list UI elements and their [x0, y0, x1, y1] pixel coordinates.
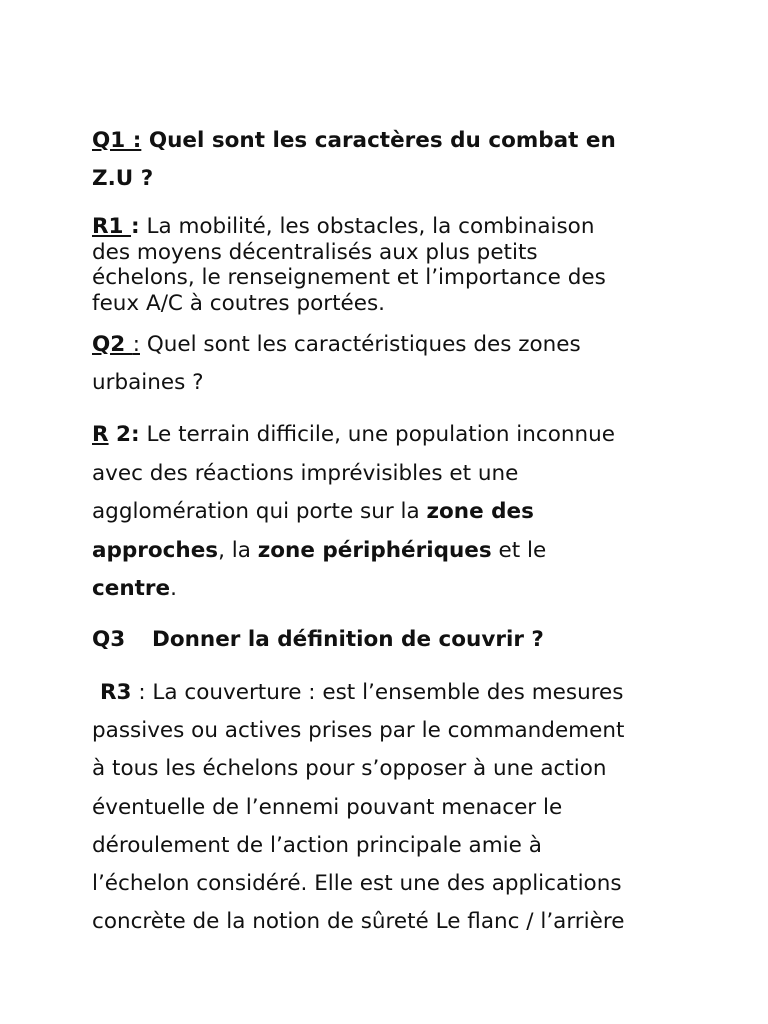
answer-1-line-4: feux A/C à coutres portées. — [92, 290, 386, 316]
question-3 — [92, 621, 692, 659]
answer-2-label: R — [92, 422, 109, 447]
question-3-line-1 — [92, 621, 692, 659]
question-2-line-2: urbaines ? — [92, 370, 204, 395]
question-1 — [92, 122, 692, 198]
answer-3-line-1: R3 : La couverture : est l’ensemble des mesures — [100, 680, 624, 705]
answer-3-line-7: concrète de la notion de sûreté Le flanc / l’arrière — [92, 909, 625, 935]
answer-2-line-3: agglomération qui porte sur la zone des — [92, 499, 534, 524]
answer-3 — [92, 674, 692, 941]
answer-3-line-3: à tous les échelons pour s’opposer à une action — [92, 756, 607, 782]
question-2 — [92, 326, 692, 402]
answer-3-line-2: passives ou actives prises par le commandement — [92, 718, 625, 744]
answer-3-line-5: déroulement de l’action principale amie à — [92, 832, 542, 858]
answer-1 — [92, 214, 692, 316]
question-2-line-1: Q2 : Quel sont les caractéristiques des zones — [92, 332, 581, 357]
question-1-line-2: Z.U ? — [92, 166, 154, 191]
question-3-label: Q3 — [92, 627, 126, 652]
question-1-line-1 — [92, 122, 692, 160]
answer-1-label: R1 — [92, 214, 132, 239]
question-2-label: Q2 — [92, 332, 133, 357]
answer-1-line-2: des moyens décentralisés aux plus petits — [92, 239, 538, 265]
answer-3-label: R3 — [100, 680, 132, 705]
answer-2-line-2: avec des réactions imprévisibles et une — [92, 460, 519, 486]
answer-2-line-4: approches, la zone périphériques et le — [92, 537, 547, 563]
answer-1-line-3: échelons, le renseignement et l’importance des — [92, 265, 606, 290]
question-1-text: Quel sont les caractères du combat en — [141, 128, 616, 153]
answer-1-line-1: R1 : La mobilité, les obstacles, la combinaison — [92, 214, 595, 239]
answer-2-line-5: centre. — [92, 576, 177, 601]
answer-3-line-6: l’échelon considéré. Elle est une des applications — [92, 871, 622, 897]
answer-3-line-4: éventuelle de l’ennemi pouvant menacer le — [92, 794, 563, 820]
answer-2 — [92, 416, 692, 609]
question-3-text: Donner la définition de couvrir ? — [152, 627, 544, 652]
question-1-label: Q1 : — [92, 128, 142, 153]
answer-2-line-1: R 2: Le terrain difficile, une population inconnue — [92, 422, 615, 447]
